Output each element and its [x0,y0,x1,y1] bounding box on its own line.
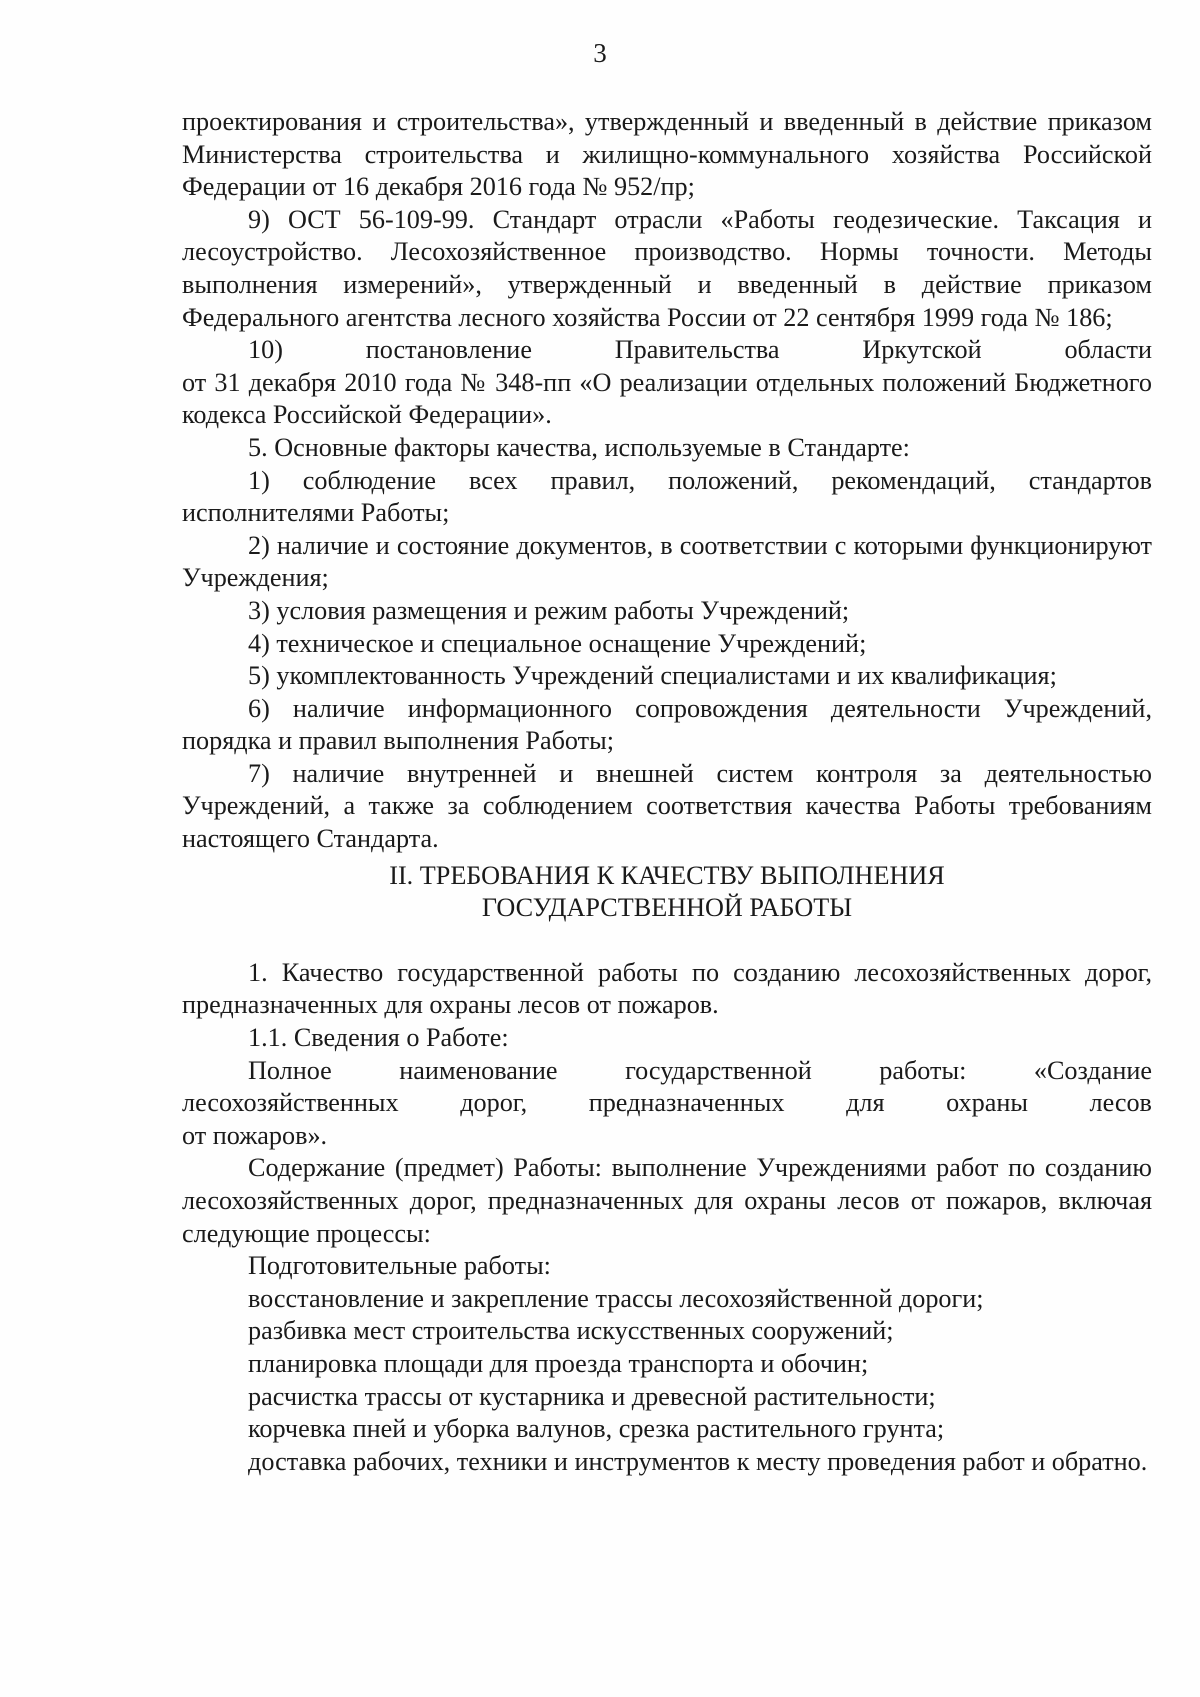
word: предназначенных [588,1088,785,1118]
quality-item-1: 1. Качество государственной работы по созданию лесохозяйственных дорог, предназначенных для охраны лесов от пожаров. [182,957,1152,1020]
section-heading-line-1: II. ТРЕБОВАНИЯ К КАЧЕСТВУ ВЫПОЛНЕНИЯ [389,860,945,890]
process-item: расчистка трассы от кустарника и древесной растительности; [248,1381,936,1411]
process-item: корчевка пней и уборка валунов, срезка растительного грунта; [248,1414,945,1444]
full-name-line-3: от пожаров». [182,1120,328,1150]
document-body [182,106,1152,1478]
full-name-line-2-words [182,1087,1152,1120]
preparatory-works-heading: Подготовительные работы: [248,1251,551,1281]
word: для [846,1088,885,1118]
process-item: разбивка мест строительства искусственных сооружений; [248,1316,894,1346]
factor-2: 2) наличие и состояние документов, в соответствии с которыми функционируют Учреждения; [182,530,1152,593]
section-heading-line-2: ГОСУДАРСТВЕННОЙ РАБОТЫ [481,893,853,923]
word: работы: [879,1055,967,1085]
word: области [1064,335,1152,365]
page-number: 3 [593,38,607,68]
section-heading [182,860,1152,925]
process-item: планировка площади для проезда транспорта и обочин; [248,1348,869,1378]
word: лесохозяйственных [182,1088,399,1118]
word: Правительства [614,335,780,365]
word: лесов [1089,1088,1152,1118]
list-item-10-rest: от 31 декабря 2010 года № 348-пп «О реализации отдельных положений Бюджетного кодекса Российской Федерации». [182,367,1152,430]
word: государственной [625,1055,812,1085]
factors-intro: 5. Основные факторы качества, используемые в Стандарте: [248,432,910,462]
full-name-line-1-words [248,1055,1152,1088]
word: охраны [946,1088,1028,1118]
process-item: восстановление и закрепление трассы лесохозяйственной дороги; [248,1283,984,1313]
paragraph-continuation: проектирования и строительства», утвержденный и введенный в действие приказом Министерства строительства и жилищно-коммунального хозяйства Российской Федерации от 16 декабря 2016 года № 952/пр; [182,107,1152,202]
word: «Создание [1033,1055,1152,1085]
factor-6: 6) наличие информационного сопровождения деятельности Учреждений, порядка и правил выполнения Работы; [182,693,1152,756]
word: постановление [365,335,532,365]
factor-4: 4) техническое и специальное оснащение Учреждений; [248,628,867,658]
factor-1: 1) соблюдение всех правил, положений, рекомендаций, стандартов исполнителями Работы; [182,465,1152,528]
word: наименование [399,1055,558,1085]
process-item: доставка рабочих, техники и инструментов к месту проведения работ и обратно. [248,1446,1148,1476]
word: Полное [248,1055,332,1085]
work-content: Содержание (предмет) Работы: выполнение Учреждениями работ по созданию лесохозяйственных дорог, предназначенных для охраны лесов от пожаров, включая следующие процессы: [182,1153,1152,1248]
word: дорог, [460,1088,528,1118]
list-item-10-first-line [182,334,1152,367]
factor-7: 7) наличие внутренней и внешней систем контроля за деятельностью Учреждений, а также за соблюдением соответствия качества Работы требованиям настоящего Стандарта. [182,758,1152,854]
word: Иркутской [862,335,982,365]
list-item-10 [182,334,1152,367]
full-name-line-1 [182,1055,1152,1088]
work-info-heading: 1.1. Сведения о Работе: [248,1023,509,1053]
word: 10) [248,335,283,365]
list-item-9: 9) ОСТ 56-109-99. Стандарт отрасли «Работы геодезические. Таксация и лесоустройство. Лесохозяйственное производство. Нормы точности. Методы выполнения измерений», утвержденный и введенный в действие приказом Федерального агентства лесного хозяйства России от 22 сентября 1999 года № 186; [182,204,1152,332]
full-name-line-2 [182,1087,1152,1120]
factor-3: 3) условия размещения и режим работы Учреждений; [248,595,850,625]
factor-5: 5) укомплектованность Учреждений специалистами и их квалификация; [248,661,1057,691]
